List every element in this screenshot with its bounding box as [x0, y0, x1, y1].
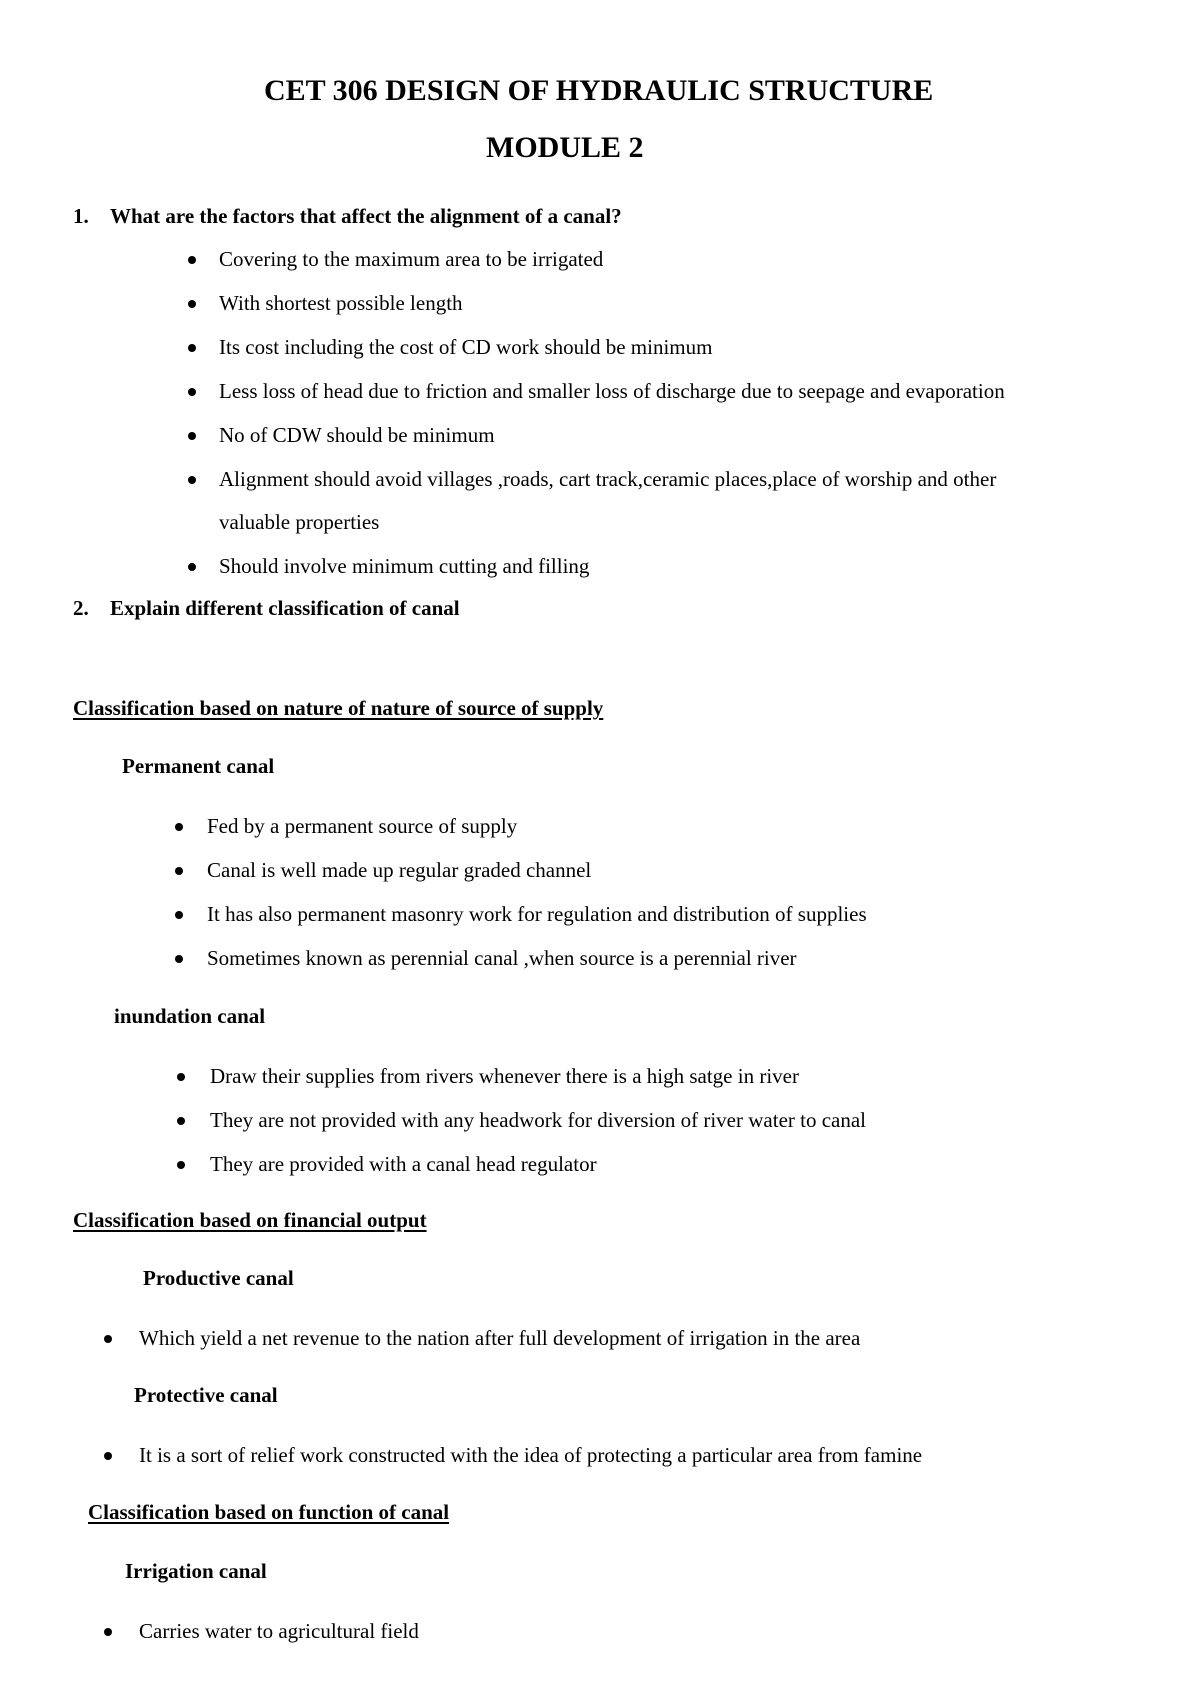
list-item: It has also permanent masonry work for regulation and distribution of supplies: [207, 902, 867, 926]
subheading-irrigation-canal: Irrigation canal: [125, 1559, 267, 1583]
list-item: Canal is well made up regular graded channel: [207, 858, 592, 882]
question-2-text: Explain different classification of canal: [110, 596, 460, 620]
list-item: No of CDW should be minimum: [219, 423, 495, 447]
bullet-icon: [188, 388, 196, 396]
list-item: Sometimes known as perennial canal ,when source is a perennial river: [207, 946, 797, 970]
bullet-icon: [104, 1628, 112, 1636]
bullet-icon: [175, 955, 183, 963]
section-heading-function-of-canal: Classification based on function of canal: [88, 1500, 450, 1524]
bullet-icon: [104, 1335, 112, 1343]
list-item: Should involve minimum cutting and filling: [219, 554, 590, 578]
bullet-icon: [177, 1161, 185, 1169]
list-item: Which yield a net revenue to the nation after full development of irrigation in the area: [139, 1326, 861, 1350]
list-item: Less loss of head due to friction and smaller loss of discharge due to seepage and evaporation: [219, 379, 1005, 403]
list-item-continuation: valuable properties: [219, 510, 380, 534]
bullet-icon: [175, 867, 183, 875]
section-heading-financial-output: Classification based on financial output: [73, 1208, 427, 1232]
list-item: Fed by a permanent source of supply: [207, 814, 518, 838]
bullet-icon: [188, 300, 196, 308]
list-item: Draw their supplies from rivers whenever there is a high satge in river: [210, 1064, 799, 1088]
document-title: CET 306 DESIGN OF HYDRAULIC STRUCTURE: [264, 74, 934, 107]
section-heading-source-of-supply: Classification based on nature of nature of source of supply: [73, 696, 604, 720]
bullet-icon: [175, 823, 183, 831]
list-item: Carries water to agricultural field: [139, 1619, 419, 1643]
bullet-icon: [188, 563, 196, 571]
question-2-number: 2.: [73, 596, 89, 620]
list-item: They are not provided with any headwork for diversion of river water to canal: [210, 1108, 867, 1132]
subheading-productive-canal: Productive canal: [143, 1266, 294, 1290]
bullet-icon: [175, 911, 183, 919]
subheading-inundation-canal: inundation canal: [114, 1004, 266, 1028]
bullet-icon: [177, 1073, 185, 1081]
bullet-icon: [188, 476, 196, 484]
list-item: With shortest possible length: [219, 291, 463, 315]
list-item: They are provided with a canal head regulator: [210, 1152, 597, 1176]
bullet-icon: [104, 1452, 112, 1460]
bullet-icon: [188, 256, 196, 264]
list-item: Alignment should avoid villages ,roads, cart track,ceramic places,place of worship and other: [219, 467, 997, 491]
bullet-icon: [177, 1117, 185, 1125]
subheading-protective-canal: Protective canal: [134, 1383, 278, 1407]
question-1-text: What are the factors that affect the alignment of a canal?: [110, 204, 622, 228]
subheading-permanent-canal: Permanent canal: [122, 754, 275, 778]
list-item: It is a sort of relief work constructed with the idea of protecting a particular area from famine: [139, 1443, 923, 1467]
list-item: Its cost including the cost of CD work should be minimum: [219, 335, 713, 359]
bullet-icon: [188, 344, 196, 352]
question-1-number: 1.: [73, 204, 89, 228]
list-item: Covering to the maximum area to be irrigated: [219, 247, 604, 271]
bullet-icon: [188, 432, 196, 440]
module-title: MODULE 2: [486, 131, 644, 164]
